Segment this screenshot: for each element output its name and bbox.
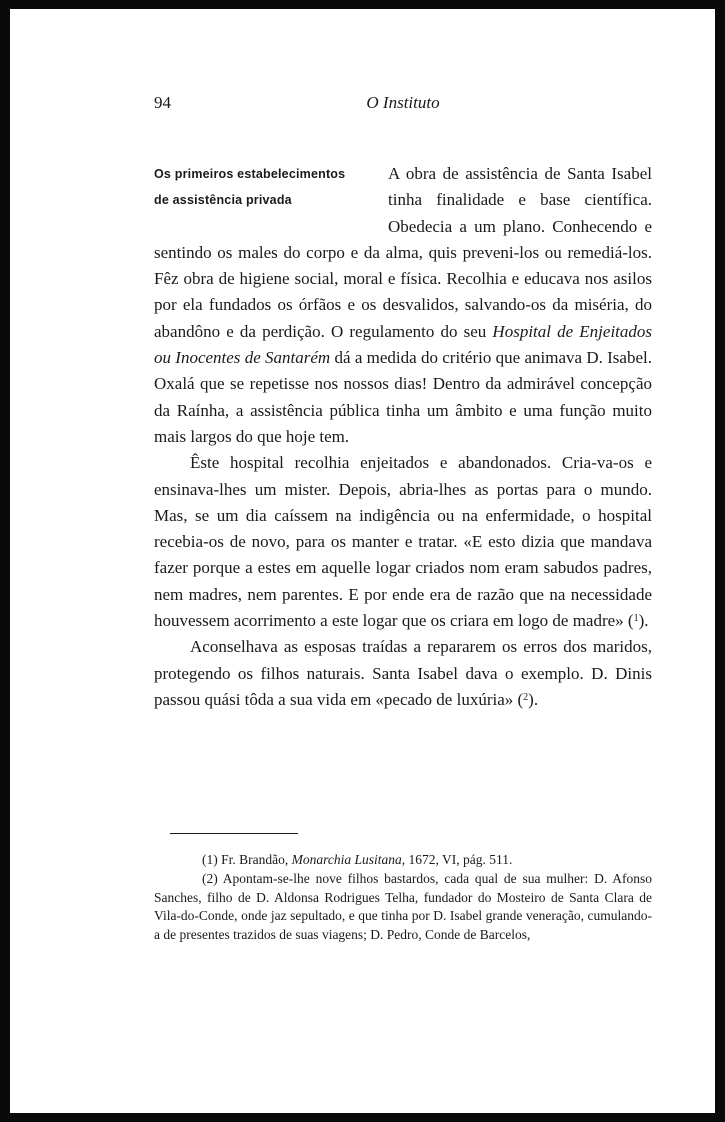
footnote-2-marker: (2) (202, 870, 218, 886)
paragraph-3-close: ). (528, 689, 539, 709)
footnote-1-marker: (1) (202, 852, 218, 867)
margin-heading-line-1: Os primeiros estabelecimentos (154, 167, 346, 181)
running-title: O Instituto (366, 93, 440, 112)
paragraph-1-text-b: dá a medida do critério que animava D. Isabel. Oxalá que se repetisse nos nossos dias! Dentro da admirável concepção da Raínha, a assistência pública tinha um âmbito e uma função muito mais largos do que hoje tem. (154, 348, 652, 446)
paragraph-1-text-a: A obra de assistência de Santa Isabel tinha finalidade e base científica. Obedecia a um plano. Conhecendo e sentindo os males do corpo e da alma, quis preveni-los ou remediá-los. Fêz obra de higiene social, moral e física. Recolhia e educava nos asilos por ela fundados os órfãos e os desvalidos, salvando-os da miséria, do abandôno e da perdição. O regulamento do seu (154, 164, 652, 341)
footnote-ref-1: 1 (633, 613, 639, 625)
footnotes (154, 851, 652, 945)
footnote-1 (154, 851, 652, 870)
footnote-1-text-a: Fr. Brandão, (217, 852, 292, 867)
paragraph-2-close: ). (638, 611, 649, 631)
paragraph-2-text: Êste hospital recolhia enjeitados e abandonados. Cria-va-os e ensinava-lhes um mister. Depois, abria-lhes as portas para o mundo. Mas, se um dia caíssem na indigência ou na enfermidade, o hospital recebia-os de novo, para os manter e tratar. «E esto dizia que mandava fazer porque a estes em aquelle logar criados nom eram sabudos padres, nem madres, nem parentes. E por ende era de razão que na necessidade houvessem acorrimento a este logar que os criara em logo de madre» ( (154, 453, 652, 631)
paragraph-3 (154, 634, 652, 713)
footnote-separator (170, 833, 298, 834)
paragraph-3-text: Aconselhava as esposas traídas a repararem os erros dos maridos, protegendo os filhos naturais. Santa Isabel dava o exemplo. D. Dinis passou quási tôda a sua vida em «pecado de luxúria» ( (154, 637, 652, 709)
margin-heading (154, 161, 376, 227)
footnote-ref-2: 2 (523, 691, 529, 703)
hospital-title: Hospital de Enjeitados ou Inocentes de Santarém (154, 321, 653, 368)
page-number: 94 (154, 93, 171, 112)
footnote-1-text-b: , 1672, VI, pág. 511. (401, 852, 513, 867)
paragraph-2 (154, 450, 652, 634)
margin-heading-line-2: de assistência privada (154, 193, 292, 207)
book-page (10, 9, 715, 1113)
page-header (154, 93, 652, 117)
main-text (154, 161, 652, 713)
footnote-2 (154, 870, 652, 945)
footnote-1-work-title: Monarchia Lusitana (291, 852, 402, 867)
footnote-2-text: Apontam-se-lhe nove filhos bastardos, cada qual de sua mulher: D. Afonso Sanches, filho de D. Aldonsa Rodrigues Telha, fundador do Mosteiro de Santa Clara de Vila-do-Conde, onde jaz sepultado, e que tinha por D. Isabel grande veneração, cumulando-a de presentes trazidos de suas viagens; D. Pedro, Conde de Barcelos, (154, 870, 652, 943)
